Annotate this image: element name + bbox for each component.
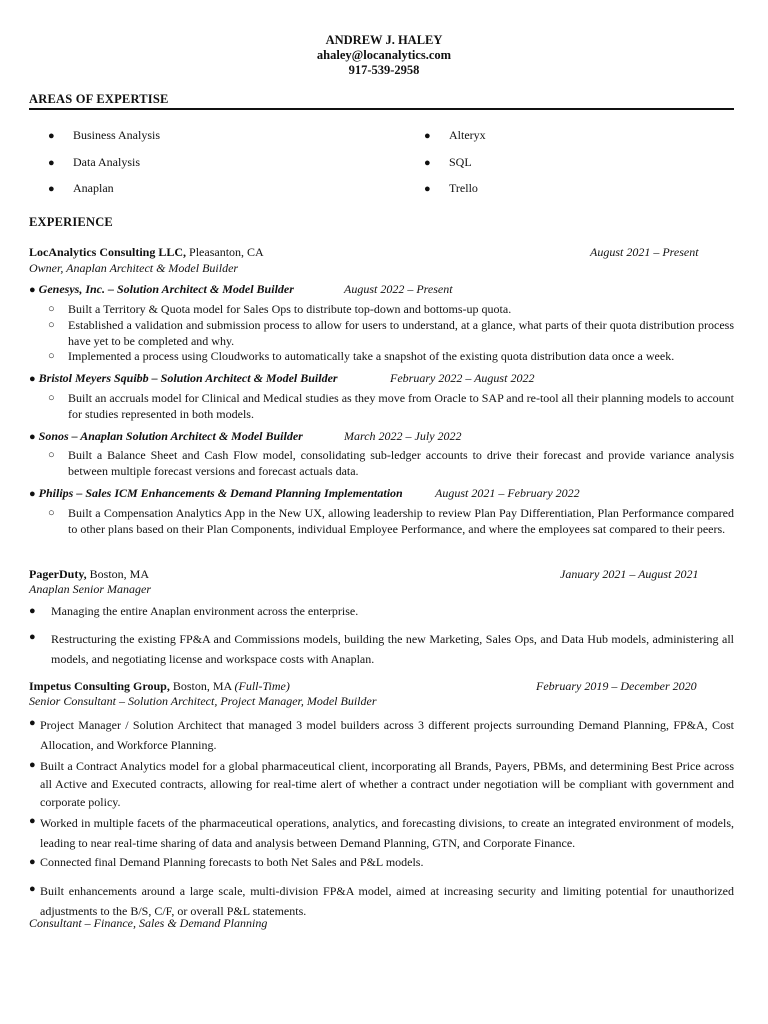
bullet-icon: ● xyxy=(424,183,431,195)
expertise-label: Anaplan xyxy=(73,181,114,195)
bullet-icon: ● xyxy=(29,883,36,895)
company-name: LocAnalytics Consulting LLC, xyxy=(29,245,187,259)
candidate-name: ANDREW J. HALEY xyxy=(325,33,443,47)
bullet-icon: ● xyxy=(29,631,36,643)
project-title: Philips – Sales ICM Enhancements & Demand Planning Implementation xyxy=(38,486,403,500)
job-role: Anaplan Senior Manager xyxy=(29,582,151,596)
candidate-phone: 917-539-2958 xyxy=(348,63,420,77)
job-header xyxy=(29,566,149,582)
sub-bullet-icon: ○ xyxy=(48,319,55,331)
company-name: PagerDuty, xyxy=(29,567,87,581)
experience-heading: EXPERIENCE xyxy=(29,215,113,229)
bullet-icon: ● xyxy=(29,759,36,771)
sub-bullet-icon: ○ xyxy=(48,507,55,519)
project-bullet: Established a validation and submission process to allow for users to understand, at a glance, what parts of their quota distribution process have yet to be completed and why. xyxy=(68,318,734,348)
candidate-email[interactable]: ahaley@locanalytics.com xyxy=(316,48,452,62)
expertise-label: Trello xyxy=(449,181,478,195)
job-role: Senior Consultant – Solution Architect, Project Manager, Model Builder xyxy=(29,694,377,708)
job-dates: August 2021 – Present xyxy=(590,245,699,259)
job-bullet: Restructuring the existing FP&A and Commissions models, building the new Marketing, Sales Ops, and Data Hub models, administering all models, and negotiating license and workspace costs with Anaplan. xyxy=(51,632,734,666)
section-divider xyxy=(29,108,734,110)
project-title: Bristol Meyers Squibb – Solution Architect & Model Builder xyxy=(38,371,338,385)
project-dates: March 2022 – July 2022 xyxy=(344,429,462,443)
project-dates: August 2022 – Present xyxy=(344,282,453,296)
job-dates: February 2019 – December 2020 xyxy=(536,679,697,693)
expertise-label: Alteryx xyxy=(449,128,486,142)
bullet-icon: ● xyxy=(29,856,36,868)
job-bullet: Managing the entire Anaplan environment across the enterprise. xyxy=(51,604,359,618)
bullet-icon: ● xyxy=(424,130,431,142)
job-role: Owner, Anaplan Architect & Model Builder xyxy=(29,261,239,275)
project-bullet: Built a Compensation Analytics App in the New UX, allowing leadership to review Plan Pay Differentiation, Plan Performance compared to other plans based on their Plan Components, individual Employee Performance, and where the employees sat compared to their peers. xyxy=(68,506,734,536)
sub-bullet-icon: ○ xyxy=(48,303,55,315)
job-role: Consultant – Finance, Sales & Demand Planning xyxy=(29,916,268,930)
project-title: Sonos – Anaplan Solution Architect & Model Builder xyxy=(38,429,303,443)
bullet-icon: ● xyxy=(48,130,55,142)
expertise-item xyxy=(424,154,431,171)
bullet-icon: ● xyxy=(29,815,36,827)
company-location: Pleasanton, CA xyxy=(189,245,264,259)
sub-bullet-icon: ○ xyxy=(48,392,55,404)
bullet-icon: ● xyxy=(48,157,55,169)
project-bullet: Built an accruals model for Clinical and Medical studies as they move from Oracle to SAP and re-tool all their planning models to account for studies represented in both models. xyxy=(68,391,734,421)
sub-bullet-icon: ○ xyxy=(48,350,55,362)
expertise-item xyxy=(424,127,431,144)
expertise-heading: AREAS OF EXPERTISE xyxy=(29,92,169,106)
bullet-icon: ● xyxy=(29,373,36,385)
job-header xyxy=(29,244,264,260)
project-dates: February 2022 – August 2022 xyxy=(390,371,535,385)
project-bullet: Implemented a process using Cloudworks to automatically take a snapshot of the existing quota distribution data once a week. xyxy=(68,349,675,363)
sub-bullet-icon: ○ xyxy=(48,449,55,461)
expertise-label: Data Analysis xyxy=(73,155,140,169)
bullet-icon: ● xyxy=(424,157,431,169)
expertise-item xyxy=(48,127,55,144)
project-bullet: Built a Balance Sheet and Cash Flow model, consolidating sub-ledger accounts to drive their forecast and provide variance analysis between multiple forecast versions and forecast actuals data. xyxy=(68,448,734,478)
expertise-item xyxy=(48,154,55,171)
job-bullet: Built a Contract Analytics model for a global pharmaceutical client, incorporating all Brands, Payers, PBMs, and determining Best Price across all Active and Executed contracts, allowing for real-time alert of whether a contract under negotiation will be compliant with government and corporate policy. xyxy=(40,759,734,809)
job-header xyxy=(29,678,290,694)
project-header xyxy=(29,428,303,445)
employment-type: (Full-Time) xyxy=(234,679,290,693)
job-bullet: Worked in multiple facets of the pharmaceutical operations, analytics, and forecasting divisions, to create an integrated environment of models, leading to near real-time sharing of data and analysis between Demand Planning, GTN, and Corporate Finance. xyxy=(40,816,734,850)
project-title: Genesys, Inc. – Solution Architect & Model Builder xyxy=(38,282,294,296)
project-header xyxy=(29,281,294,298)
project-dates: August 2021 – February 2022 xyxy=(435,486,580,500)
job-bullet: Built enhancements around a large scale, multi-division FP&A model, aimed at increasing security and limiting potential for unauthorized adjustments to the B/S, C/F, or overall P&L statements. xyxy=(40,884,734,918)
bullet-icon: ● xyxy=(29,284,36,296)
bullet-icon: ● xyxy=(29,605,36,617)
company-location: Boston, MA xyxy=(89,567,149,581)
company-location: Boston, MA xyxy=(172,679,232,693)
bullet-icon: ● xyxy=(48,183,55,195)
company-name: Impetus Consulting Group, xyxy=(29,679,170,693)
job-bullet: Project Manager / Solution Architect that managed 3 model builders across 3 different projects surrounding Demand Planning, FP&A, Cost Allocation, and Workforce Planning. xyxy=(40,718,734,752)
job-bullet: Connected final Demand Planning forecasts to both Net Sales and P&L models. xyxy=(40,855,424,869)
expertise-item xyxy=(48,180,55,197)
bullet-icon: ● xyxy=(29,431,36,443)
project-bullet: Built a Territory & Quota model for Sales Ops to distribute top-down and bottoms-up quota. xyxy=(68,302,512,316)
expertise-label: SQL xyxy=(449,155,472,169)
bullet-icon: ● xyxy=(29,488,36,500)
expertise-item xyxy=(424,180,431,197)
bullet-icon: ● xyxy=(29,717,36,729)
expertise-label: Business Analysis xyxy=(73,128,161,142)
job-dates: January 2021 – August 2021 xyxy=(560,567,699,581)
project-header xyxy=(29,370,338,387)
project-header xyxy=(29,485,403,502)
